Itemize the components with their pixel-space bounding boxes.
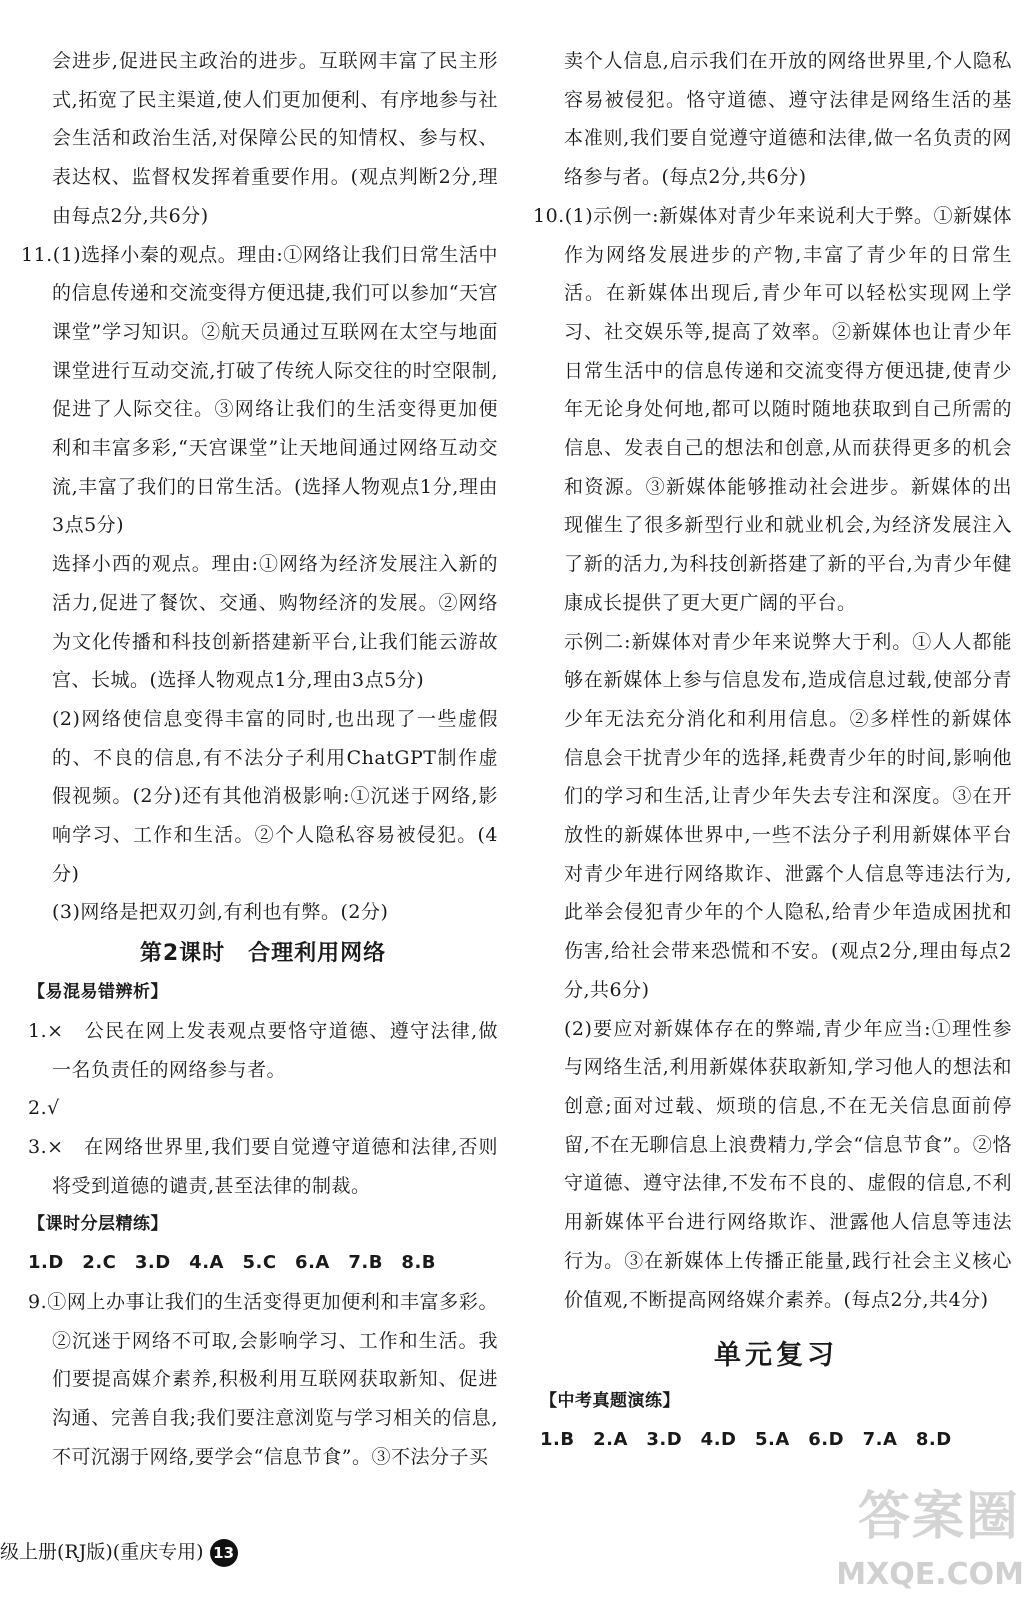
question-11-part-3: (3)网络是把双刃剑,有利也有弊。(2分) bbox=[52, 901, 389, 924]
watermark-logo: 答案圈 bbox=[857, 1487, 1020, 1547]
question-10-example-2: 示例二:新媒体对青少年来说弊大于利。①人人都能够在新媒体上参与信息发布,造成信息过载,使部分青少年无法充分消化和利用信息。②多样性的新媒体信息会干扰青少年的选择,耗费青少年的时间,影响他们的学习和生活,让青少年失去专注和深度。③在开放性的新媒体世界中,一些不法分子利用新媒体平台对青少年进行网络欺诈、泄露个人信息等违法行为,此举会侵犯青少年的个人隐私,给青少年造成困扰和伤害,给社会带来恐慌和不安。(观点2分,理由每点2分,共6分) bbox=[564, 630, 1012, 1001]
section-heading-exam: 【中考真题演练】 bbox=[540, 1391, 680, 1412]
section-heading-practice: 【课时分层精练】 bbox=[28, 1214, 168, 1235]
multiple-choice-answers: 1.D 2.C 3.D 4.A 5.C 6.A 7.B 8.B bbox=[28, 1252, 437, 1274]
page-footer bbox=[0, 1537, 238, 1567]
lesson-title: 第2课时 合理利用网络 bbox=[139, 941, 387, 967]
watermark-text: MXQE.COM bbox=[836, 1557, 1024, 1592]
judgement-2: 2.√ bbox=[28, 1097, 60, 1120]
question-11-alt-answer: 选择小西的观点。理由:①网络为经济发展注入新的活力,促进了餐饮、交通、购物经济的发展。②网络为文化传播和科技创新搭建新平台,让我们能云游故宫、长城。(选择人物观点1分,理由3点5分) bbox=[52, 553, 498, 692]
question-10-part-1: 10.(1)示例一:新媒体对青少年来说利大于弊。①新媒体作为网络发展进步的产物,丰富了青少年的日常生活。在新媒体出现后,青少年可以轻松实现网上学习、社交娱乐等,提高了效率。②新媒体也让青少年日常生活中的信息传递和交流变得方便迅捷,使青少年无论身处何地,都可以随时随地获取到自己所需的信息、发表自己的想法和创意,从而获得更多的机会和资源。③新媒体能够推动社会进步。新媒体的出现催生了很多新型行业和就业机会,为经济发展注入了新的活力,为科技创新搭建了新的平台,为青少年健康成长提供了更大更广阔的平台。 bbox=[533, 204, 1012, 614]
watermark bbox=[820, 1470, 1030, 1598]
paragraph: 卖个人信息,启示我们在开放的网络世界里,个人隐私容易被侵犯。恪守道德、遵守法律是网络生活的基本准则,我们要自觉遵守道德和法律,做一名负责的网络参与者。(每点2分,共6分) bbox=[564, 50, 1012, 189]
question-11-part-1: 11.(1)选择小秦的观点。理由:①网络让我们日常生活中的信息传递和交流变得方便迅捷,我们可以参加“天宫课堂”学习知识。②航天员通过互联网在太空与地面课堂进行互动交流,打破了传统人际交往的时空限制,促进了人际交往。③网络让我们的生活变得更加便利和丰富多彩,“天宫课堂”让天地间通过网络互动交流,丰富了我们的日常生活。(选择人物观点1分,理由3点5分) bbox=[21, 243, 498, 537]
paragraph: 会进步,促进民主政治的进步。互联网丰富了民主形式,拓宽了民主渠道,使人们更加便利、有序地参与社会生活和政治生活,对保障公民的知情权、参与权、表达权、监督权发挥着重要作用。(观点判断2分,理由每点2分,共6分) bbox=[52, 50, 498, 227]
question-9: 9.①网上办事让我们的生活变得更加便利和丰富多彩。②沉迷于网络不可取,会影响学习、工作和生活。我们要提高媒介素养,积极利用互联网获取新知、促进沟通、完善自我;我们要注意浏览与学习相关的信息,不可沉溺于网络,要学会“信息节食”。③不法分子买 bbox=[28, 1290, 498, 1468]
right-column bbox=[533, 42, 1012, 1460]
left-column bbox=[21, 42, 498, 1476]
unit-review-title: 单元复习 bbox=[714, 1340, 838, 1372]
judgement-1: 1.× 公民在网上发表观点要恪守道德、遵守法律,做一名负责任的网络参与者。 bbox=[28, 1019, 498, 1081]
exam-mc-answers: 1.B 2.A 3.D 4.D 5.A 6.D 7.A 8.D bbox=[540, 1428, 952, 1450]
question-11-part-2: (2)网络使信息变得丰富的同时,也出现了一些虚假的、不良的信息,有不法分子利用ChatGPT制作虚假视频。(2分)还有其他消极影响:①沉迷于网络,影响学习、工作和生活。②个人隐私容易被侵犯。(4分) bbox=[52, 707, 498, 885]
section-heading-confusion: 【易混易错辨析】 bbox=[28, 982, 168, 1003]
judgement-3: 3.× 在网络世界里,我们要自觉遵守道德和法律,否则将受到道德的谴责,甚至法律的制裁。 bbox=[28, 1135, 498, 1197]
question-10-part-2: (2)要应对新媒体存在的弊端,青少年应当:①理性参与网络生活,利用新媒体获取新知,学习他人的想法和创意;面对过载、烦琐的信息,不在无关信息面前停留,不在无聊信息上浪费精力,学会“信息节食”。②恪守道德、遵守法律,不发布不良的、虚假的信息,不利用新媒体平台进行网络欺诈、泄露他人信息等违法行为。③在新媒体上传播正能量,践行社会主义核心价值观,不断提高网络媒介素养。(每点2分,共4分) bbox=[564, 1017, 1012, 1311]
footer-text: 级上册(RJ版)(重庆专用) bbox=[0, 1541, 204, 1563]
page-number: 13 bbox=[210, 1539, 238, 1567]
